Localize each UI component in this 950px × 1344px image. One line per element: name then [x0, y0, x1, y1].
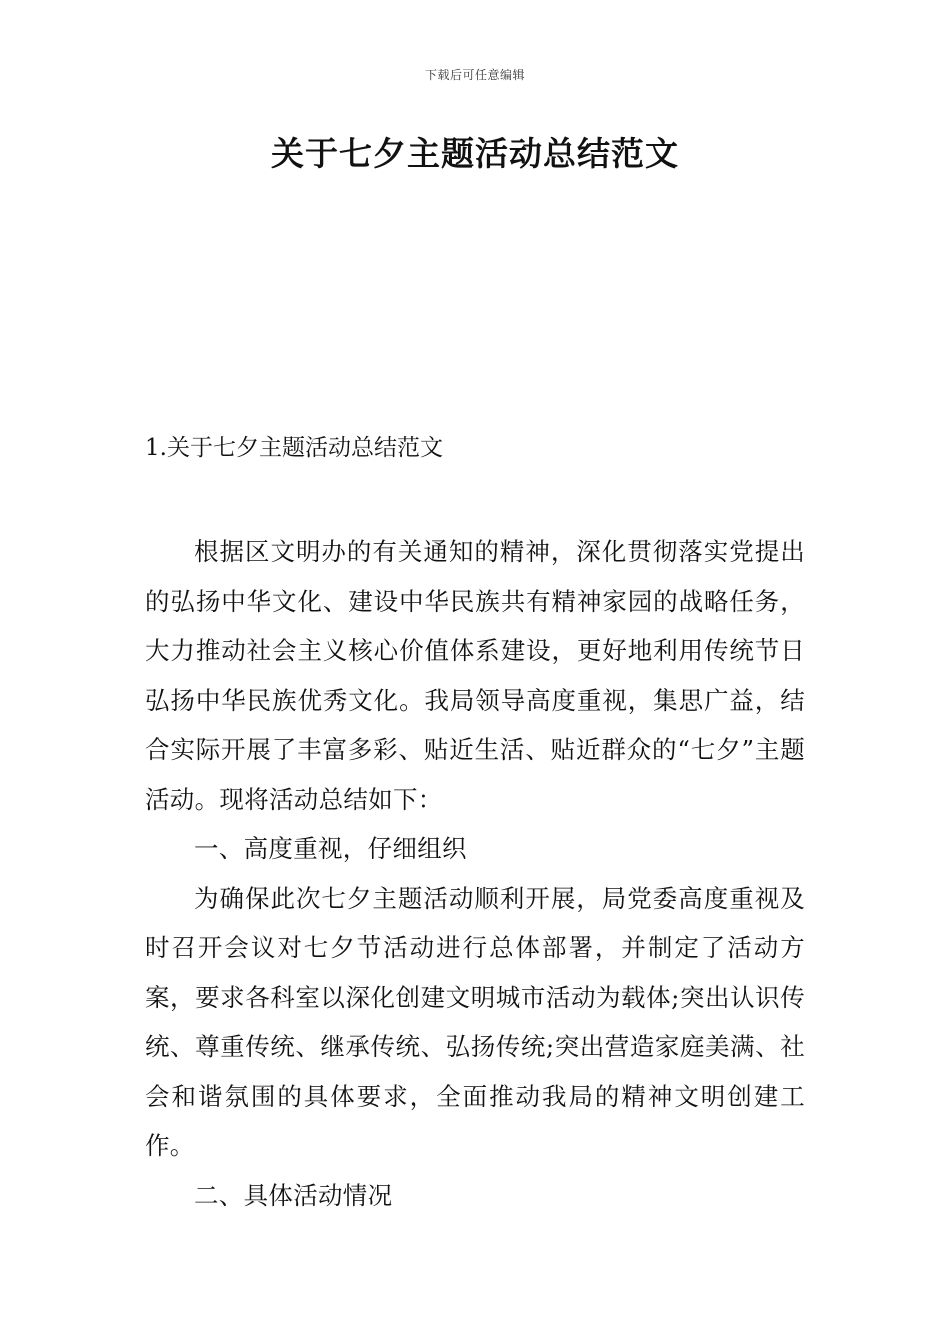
heading-two: 二、具体活动情况 — [194, 1180, 393, 1210]
heading-one: 一、高度重视，仔细组织 — [194, 834, 467, 863]
document-body — [145, 527, 805, 1220]
document-title: 关于七夕主题活动总结范文 — [271, 134, 679, 173]
section-title: 1.关于七夕主题活动总结范文 — [145, 435, 443, 461]
paragraph-organization: 为确保此次七夕主题活动顺利开展，局党委高度重视及时召开会议对七夕节活动进行总体部署，并制定了活动方案，要求各科室以深化创建文明城市活动为载体;突出认识传统、尊重传统、继承传统、弘扬传统;突出营造家庭美满、社会和谐氛围的具体要求，全面推动我局的精神文明创建工作。 — [145, 883, 805, 1160]
paragraph-intro: 根据区文明办的有关通知的精神，深化贯彻落实党提出的弘扬中华文化、建设中华民族共有精神家园的战略任务，大力推动社会主义核心价值体系建设，更好地利用传统节日弘扬中华民族优秀文化。我局领导高度重视，集思广益，结合实际开展了丰富多彩、贴近生活、贴近群众的“七夕”主题活动。现将活动总结如下： — [145, 537, 805, 814]
header-note: 下载后可任意编辑 — [424, 68, 525, 82]
